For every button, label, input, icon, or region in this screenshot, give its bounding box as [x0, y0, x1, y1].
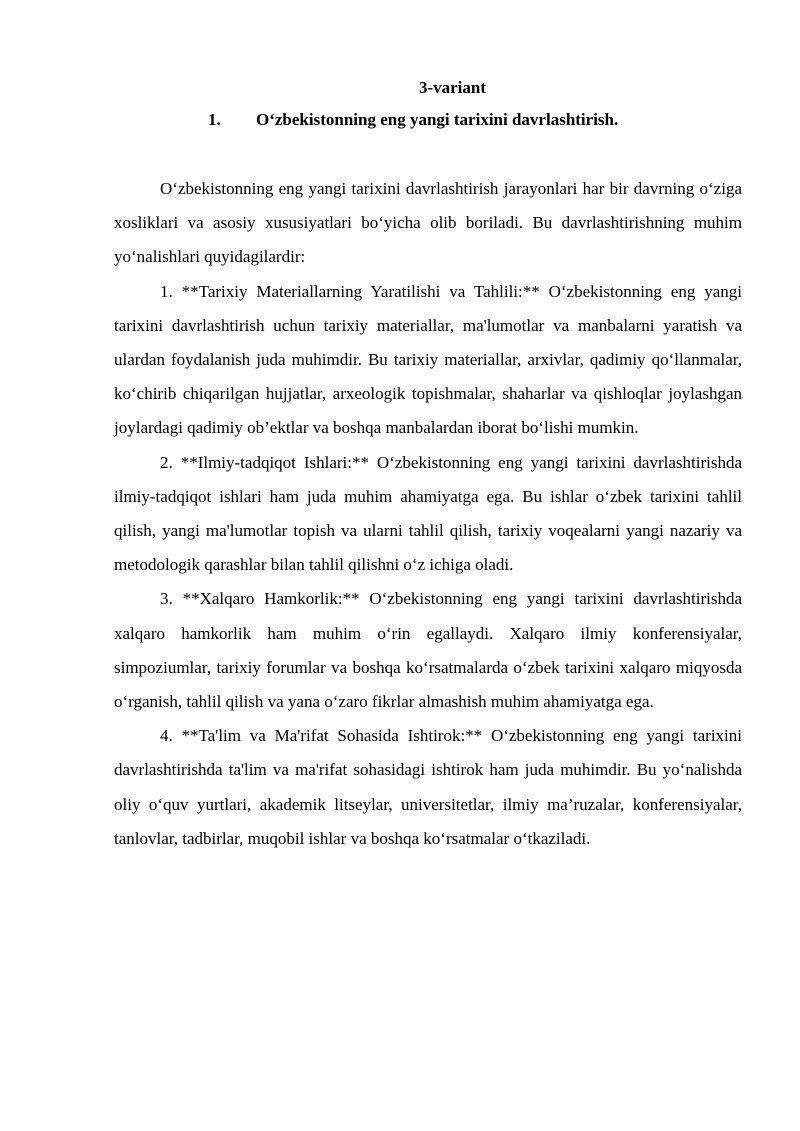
paragraph-item-1: 1. **Tarixiy Materiallarning Yaratilishi va Tahlili:** O‘zbekistonning eng yangi tarixini davrlashtirish uchun tarixiy materiallar, ma'lumotlar va manbalarni yaratish va ulardan foydalanish juda muhimdir. Bu tarixiy materiallar, arxivlar, qadimiy qo‘llanmalar, ko‘chirib chiqarilgan hujjatlar, arxeologik topishmalar, shaharlar va qishloqlar joylashgan joylardagi qadimiy ob’ektlar va boshqa manbalardan iborat bo‘lishi mumkin. [114, 281, 742, 438]
paragraph-item-4: 4. **Ta'lim va Ma'rifat Sohasida Ishtirok:** O‘zbekistonning eng yangi tarixini davrlashtirishda ta'lim va ma'rifat sohasidagi ishtirok ham juda muhimdir. Bu yo‘nalishda oliy o‘quv yurtlari, akademik litseylar, universitetlar, ilmiy ma’ruzalar, konferensiyalar, tanlovlar, tadbirlar, muqobil ishlar va boshqa ko‘rsatmalar o‘tkaziladi. [114, 726, 742, 848]
paragraph-item-3: 3. **Xalqaro Hamkorlik:** O‘zbekistonning eng yangi tarixini davrlashtirishda xalqaro hamkorlik ham muhim o‘rin egallaydi. Xalqaro ilmiy konferensiyalar, simpoziumlar, tarixiy forumlar va boshqa ko‘rsatmalarda o‘zbek tarixini xalqaro miqyosda o‘rganish, tahlil qilish va yana o‘zaro fikrlar almashish muhim ahamiyatga ega. [114, 589, 742, 712]
intro-paragraph: O‘zbekistonning eng yangi tarixini davrlashtirish jarayonlari har bir davrning o‘ziga xosliklari va asosiy xususiyatlari bo‘yicha olib boriladi. Bu davrlashtirishning muhim yo‘nalishlari quyidagilardir: [114, 179, 742, 267]
variant-label: 3-variant [418, 78, 487, 97]
section-heading [208, 108, 618, 132]
section-number: 1. [208, 110, 221, 129]
paragraph-item-2: 2. **Ilmiy-tadqiqot Ishlari:** O‘zbekistonning eng yangi tarixini davrlashtirishda ilmiy-tadqiqot ishlari ham juda muhim ahamiyatga ega. Bu ishlar o‘zbek tarixini tahlil qilish, yangi ma'lumotlar topish va ularni tahlil qilish, tarixiy voqealarni yangi nazariy va metodologik qarashlar bilan tahlil qilishni o‘z ichiga oladi. [114, 452, 742, 575]
section-title: O‘zbekistonning eng yangi tarixini davrlashtirish. [256, 110, 619, 129]
body-text [114, 172, 742, 856]
